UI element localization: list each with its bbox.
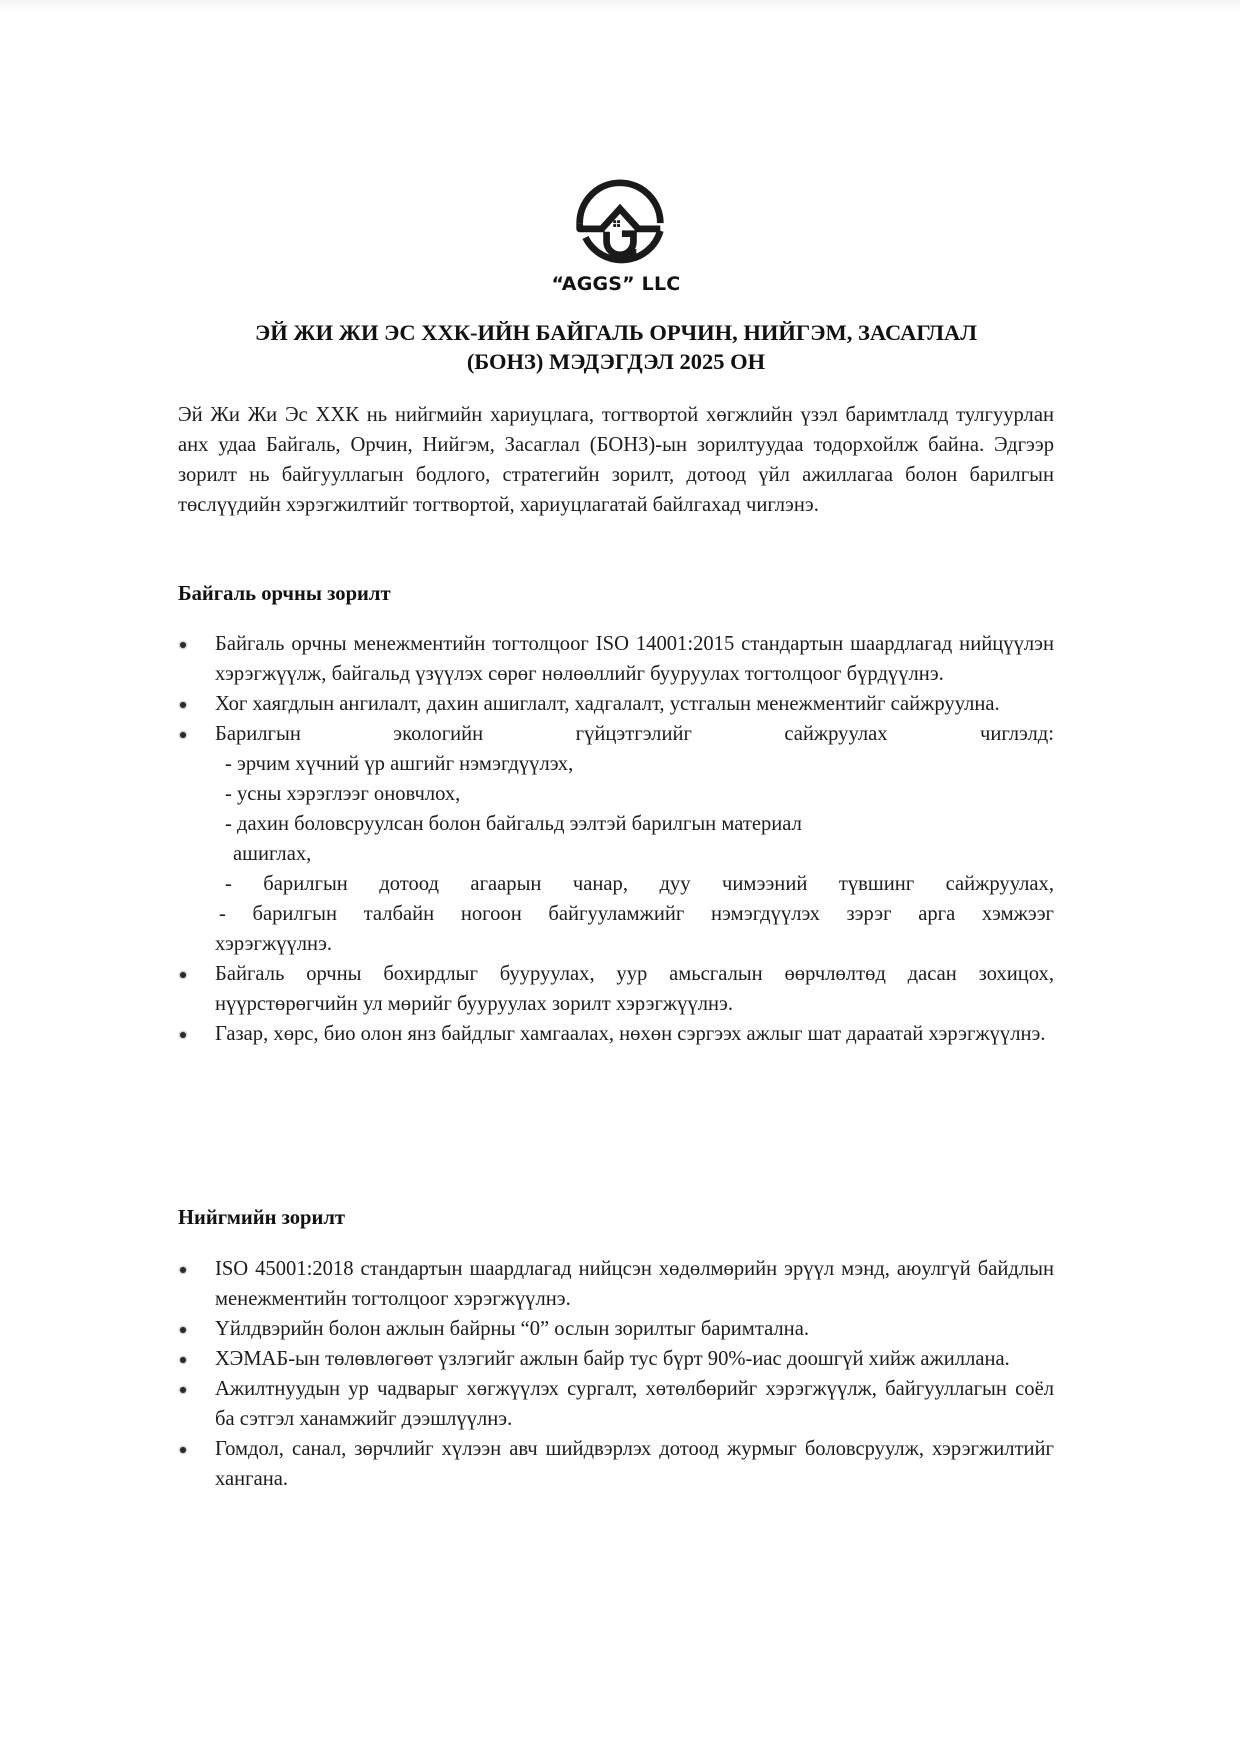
bullet-icon xyxy=(180,1447,186,1453)
scan-edge-shading xyxy=(0,0,1240,10)
list-item-text: Үйлдвэрийн болон ажлын байрны “0” ослын зорилтыг баримтална. xyxy=(215,1318,809,1340)
sub-item: - барилгын талбайн ногоон байгууламжийг нэмэгдүүлэх зэрэг арга хэмжээг xyxy=(219,903,1054,925)
environment-goals-list xyxy=(178,629,1054,1049)
intro-paragraph: Эй Жи Жи Эс ХХК нь нийгмийн хариуцлага, тогтвортой хөгжлийн үзэл баримтлалд тулгуурлан анх удаа Байгаль, Орчин, Нийгэм, Засаглал (БОНЗ)-ын зорилтуудаа тодорхойлж байна. Эдгээр зорилт нь байгууллагын бодлого, стратегийн зорилт, дотоод үйл ажиллагаа болон барилгын төслүүдийн хэрэгжилтийг тогтвортой, хариуцлагатай байлгахад чиглэнэ. xyxy=(178,404,1054,516)
list-item xyxy=(178,719,1054,959)
list-item-text: Байгаль орчны бохирдлыг бууруулах, уур амьсгалын өөрчлөлтөд дасан зохицох, нүүрстөрөгчийн ул мөрийг бууруулах зорилт хэрэгжүүлнэ. xyxy=(215,963,1054,1015)
aggs-house-g-logo-icon xyxy=(572,178,668,274)
list-item xyxy=(178,1374,1054,1434)
list-item xyxy=(178,1314,1054,1344)
company-name: “AGGS” LLC xyxy=(551,273,681,295)
sub-item: - дахин боловсруулсан болон байгальд ээлтэй барилгын материал xyxy=(225,813,802,835)
list-item-text: Ажилтнуудын ур чадварыг хөгжүүлэх сургалт, хөтөлбөрийг хэрэгжүүлж, байгууллагын соёл ба сэтгэл ханамжийг дээшлүүлнэ. xyxy=(215,1378,1054,1430)
bullet-icon xyxy=(180,1387,186,1393)
list-item-text: ISO 45001:2018 стандартын шаардлагад нийцсэн хөдөлмөрийн эрүүл мэнд, аюулгүй байдлын менежментийн тогтолцоог хэрэгжүүлнэ. xyxy=(215,1258,1054,1310)
list-item-text: Гомдол, санал, зөрчлийг хүлээн авч шийдвэрлэх дотоод журмыг боловсруулж, хэрэгжилтийг хангана. xyxy=(215,1438,1054,1490)
bullet-icon xyxy=(180,732,186,738)
list-item-text: ХЭМАБ-ын төлөвлөгөөт үзлэгийг ажлын байр тус бүрт 90%-иас доошгүй хийж ажиллана. xyxy=(215,1348,1010,1370)
list-item xyxy=(178,1254,1054,1314)
list-item-text: Хог хаягдлын ангилалт, дахин ашиглалт, хадгалалт, устгалын менежментийг сайжруулна. xyxy=(215,693,1000,715)
list-item-lead: Барилгын экологийн гүйцэтгэлийг сайжруулах чиглэлд: xyxy=(215,723,1054,745)
sub-item-continuation: хэрэгжүүлнэ. xyxy=(215,933,333,955)
sub-item: - усны хэрэглээг оновчлох, xyxy=(225,783,461,805)
bullet-icon xyxy=(180,1327,186,1333)
sub-item-continuation: ашиглах, xyxy=(233,843,312,865)
title-line-1: ЭЙ ЖИ ЖИ ЭС ХХК-ИЙН БАЙГАЛЬ ОРЧИН, НИЙГЭМ, ЗАСАГЛАЛ xyxy=(254,320,978,345)
bullet-icon xyxy=(180,1032,186,1038)
section-heading-social: Нийгмийн зорилт xyxy=(178,1207,346,1229)
list-item-text: Байгаль орчны менежментийн тогтолцоог ISO 14001:2015 стандартын шаардлагад нийцүүлэн хэрэгжүүлж, байгальд үзүүлэх сөрөг нөлөөллийг бууруулах тогтолцоог бүрдүүлнэ. xyxy=(215,633,1054,685)
bullet-icon xyxy=(180,1267,186,1273)
social-goals-list xyxy=(178,1254,1054,1494)
sub-item: - барилгын дотоод агаарын чанар, дуу чимээний түвшинг сайжруулах, xyxy=(225,873,1054,895)
bullet-icon xyxy=(180,972,186,978)
list-item xyxy=(178,629,1054,689)
bullet-icon xyxy=(180,642,186,648)
list-item xyxy=(178,689,1054,719)
company-logo-block xyxy=(178,178,1054,296)
list-item xyxy=(178,1019,1054,1049)
sub-item: - эрчим хүчний үр ашгийг нэмэгдүүлэх, xyxy=(225,753,574,775)
document-title xyxy=(178,318,1054,376)
title-line-2: (БОНЗ) МЭДЭГДЭЛ 2025 ОН xyxy=(466,349,766,374)
list-item-text: Газар, хөрс, био олон янз байдлыг хамгаалах, нөхөн сэргээх ажлыг шат дараатай хэрэгжүүлнэ. xyxy=(215,1023,1046,1045)
list-item xyxy=(178,1344,1054,1374)
list-item xyxy=(178,1434,1054,1494)
list-item xyxy=(178,959,1054,1019)
bullet-icon xyxy=(180,702,186,708)
section-heading-environment: Байгаль орчны зорилт xyxy=(178,583,391,605)
bullet-icon xyxy=(180,1357,186,1363)
